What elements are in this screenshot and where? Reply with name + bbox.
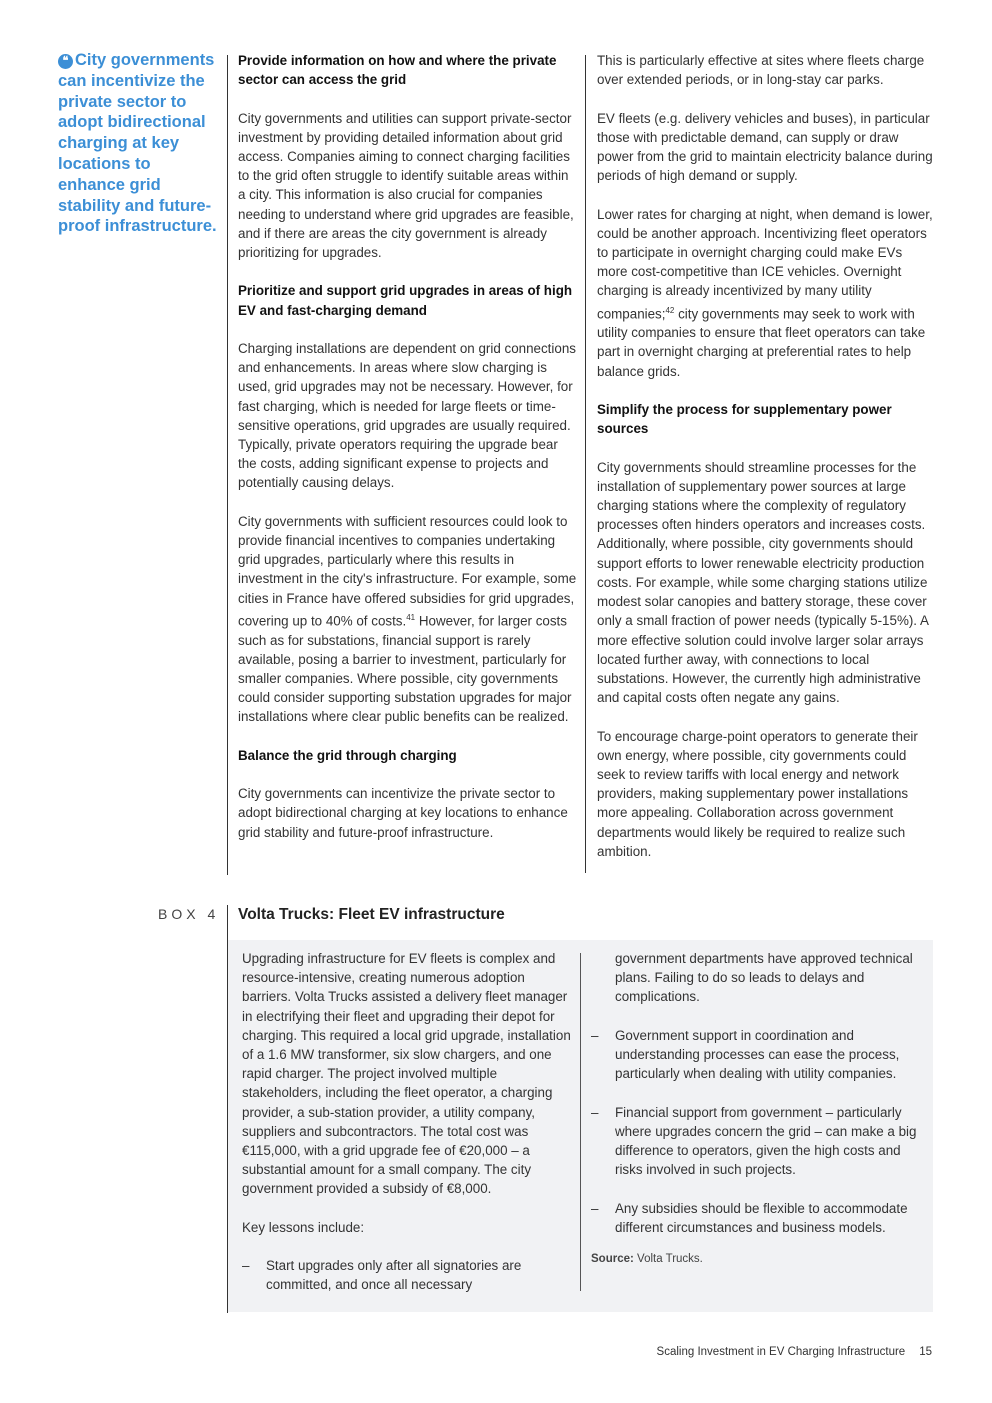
paragraph: This is particularly effective at sites where fleets charge over extended periods, or in long-stay car parks. — [597, 53, 925, 88]
lesson-text: Start upgrades only after all signatories are committed, and once all necessary — [266, 1258, 522, 1293]
box-divider-middle — [580, 953, 581, 1291]
heading-grid-access: Provide information on how and where the private sector can access the grid — [238, 53, 557, 88]
heading-grid-upgrades: Prioritize and support grid upgrades in areas of high EV and fast-charging demand — [238, 283, 573, 318]
paragraph-text: However, for larger costs such as for substations, financial support is rarely available, posing a barrier to investment, particularly for smaller companies. Where possible, city governments could consider supporting substation upgrades for major installations where clear public benefits can be realized. — [238, 613, 572, 725]
lesson-item — [591, 1103, 926, 1180]
quote-icon: ❝ — [58, 54, 73, 69]
lesson-text: Any subsidies should be flexible to accommodate different circumstances and business models. — [615, 1200, 908, 1235]
box-column-left — [242, 949, 572, 1314]
paragraph-text: city governments may seek to work with utility companies to ensure that fleet operators can take part in overnight charging at preferential rates to help balance grids. — [597, 306, 926, 379]
bullet-dash: – — [591, 1200, 599, 1216]
column-divider-middle — [585, 55, 586, 873]
paragraph: City governments should streamline processes for the installation of supplementary power sources at large charging stations where the complexity of regulatory processes often hinders operators and increases costs. Additionally, where possible, city governments should support efforts to lower renewable electricity production costs. For example, while some charging stations utilize modest solar canopies and battery storage, these cover only a small fraction of power needs (typically 5-15%). A more effective solution could involve larger solar arrays located further away, with connections to local substations. However, the currently high administrative and capital costs often negate any gains. — [597, 459, 929, 706]
box-column-right — [591, 949, 926, 1267]
text-column-1 — [238, 51, 578, 861]
footnote-ref: 41 — [406, 612, 416, 622]
box-paragraph: Upgrading infrastructure for EV fleets is complex and resource-intensive, creating numerous adoption barriers. Volta Trucks assisted a delivery fleet manager in electrifying their fleet and upgrading their depot for charging. This required a local grid upgrade, installation of a 1.6 MW transformer, six slow chargers, and one rapid charger. The project involved multiple stakeholders, including the fleet operator, a charging provider, a sub-station provider, a utility company, suppliers and subcontractors. The total cost was €115,000, with a grid upgrade fee of €20,000 – a substantial amount for a small company. The city government provided a subsidy of €8,000. — [242, 951, 571, 1197]
pull-quote-text: City governments can incentivize the private sector to adopt bidirectional charging at key locations to enhance grid stability and future-proof infrastructure. — [58, 51, 217, 236]
page-footer — [657, 1346, 932, 1358]
paragraph — [597, 205, 935, 381]
footnote-ref: 42 — [665, 305, 675, 315]
bullet-dash: – — [242, 1258, 250, 1274]
paragraph: Charging installations are dependent on grid connections and enhancements. In areas where slow charging is used, grid upgrades may not be necessary. However, for fast charging, which is needed for large fleets or time-sensitive operations, grid upgrades are usually required. Typically, private operators requiring the upgrade bear the costs, adding significant expense to projects and potentially causing delays. — [238, 341, 576, 491]
lesson-item — [591, 1026, 926, 1084]
page-number: 15 — [919, 1346, 932, 1358]
lesson-item — [591, 1199, 926, 1237]
paragraph — [238, 512, 578, 727]
footer-title: Scaling Investment in EV Charging Infrastructure — [656, 1346, 906, 1358]
lesson-item-continued — [591, 949, 926, 1007]
lesson-text: Government support in coordination and understanding processes can ease the process, particularly when dealing with utility companies. — [615, 1027, 900, 1082]
bullet-dash: – — [591, 1104, 599, 1120]
box-source — [591, 1251, 926, 1267]
paragraph: City governments can incentivize the private sector to adopt bidirectional charging at key locations to enhance grid stability and future-proof infrastructure. — [238, 786, 568, 840]
box-title: Volta Trucks: Fleet EV infrastructure — [238, 906, 505, 923]
paragraph: To encourage charge-point operators to generate their own energy, where possible, city governments could seek to review tariffs with local energy and network providers, making supplementary power installations more appealing. Collaboration across government departments would likely be required to realize such ambition. — [597, 728, 918, 859]
text-column-2 — [597, 51, 935, 880]
box-paragraph: Key lessons include: — [242, 1219, 365, 1235]
column-divider-left — [227, 55, 228, 875]
paragraph: EV fleets (e.g. delivery vehicles and buses), in particular those with predictable demand, can supply or draw power from the grid to maintain electricity balance during periods of high demand or supply. — [597, 110, 933, 184]
paragraph-text: City governments with sufficient resources could look to provide financial incentives to companies undertaking grid upgrades, particularly where this results in investment in the city's infrastructure. For example, some cities in France have offered subsidies for grid upgrades, covering up to 40% of costs. — [238, 513, 577, 629]
paragraph: City governments and utilities can support private-sector investment by providing detailed information about grid access. Companies aiming to connect charging facilities to the grid often struggle to identify suitable areas within a city. This information is also crucial for companies needing to understand where grid upgrades are feasible, and if there are areas the city government is already prioritizing for upgrades. — [238, 110, 574, 261]
box-label: BOX 4 — [158, 906, 220, 922]
bullet-dash: – — [591, 1027, 599, 1043]
source-label: Source: — [591, 1253, 634, 1265]
lesson-item — [242, 1256, 572, 1294]
lesson-text: Financial support from government – particularly where upgrades concern the grid – can make a big difference to operators, given the high costs and risks involved in such projects. — [615, 1104, 917, 1178]
heading-balance-grid: Balance the grid through charging — [238, 747, 457, 763]
source-text: Volta Trucks. — [637, 1253, 703, 1265]
heading-supplementary-power: Simplify the process for supplementary power sources — [597, 402, 892, 437]
lesson-text: government departments have approved technical plans. Failing to do so leads to delays and complications. — [615, 951, 913, 1005]
paragraph-text: Lower rates for charging at night, when demand is lower, could be another approach. Incentivizing fleet operators to participate in overnight charging could make EVs more cost-competitive than ICE vehicles. Overnight charging is already incentivized by many utility companies; — [597, 206, 933, 322]
pull-quote — [58, 50, 218, 237]
